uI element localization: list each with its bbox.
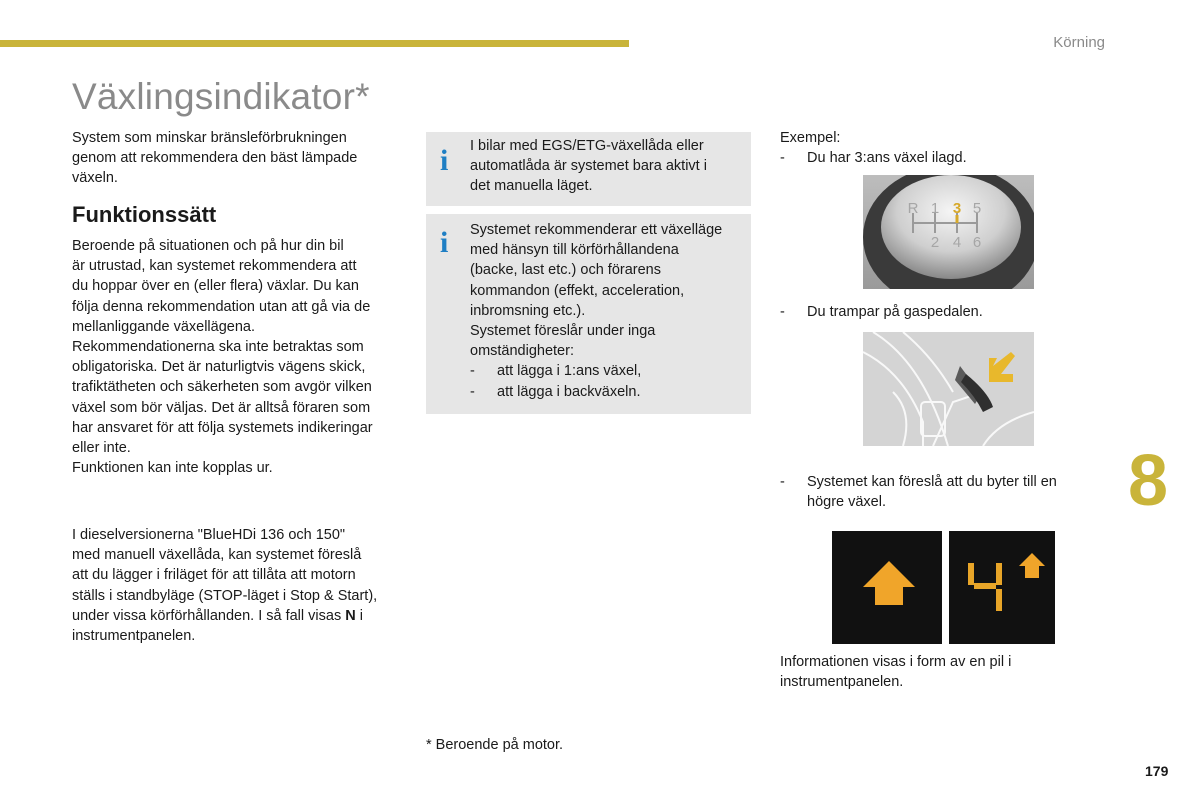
chapter-number: 8: [1128, 441, 1169, 521]
gear-label-3-highlighted: 3: [952, 200, 962, 217]
info-box-text: [470, 220, 722, 402]
intro-line: växeln.: [72, 170, 118, 187]
diesel-line: att du lägger i friläget för att tillåta att motorn: [72, 567, 356, 584]
intro-line: System som minskar bränsleförbrukningen: [72, 130, 347, 146]
body-line: Beroende på situationen och på hur din bil: [72, 238, 344, 254]
example-step-3: [780, 472, 1057, 512]
info-line: med hänsyn till körförhållandena: [470, 242, 679, 259]
gear-label-6: 6: [972, 234, 982, 251]
intro-paragraph: [72, 128, 357, 189]
diesel-line: instrumentpanelen.: [72, 628, 196, 645]
gear-label-4: 4: [952, 234, 962, 251]
info-line: automatlåda är systemet bara aktivt i: [470, 158, 707, 175]
list-item-text: Du trampar på gaspedalen.: [807, 304, 983, 320]
info-box-text: [470, 136, 707, 197]
gear-digit-panel: [949, 531, 1055, 644]
example-label: Exempel:: [780, 130, 841, 146]
info-line: kommandon (effekt, acceleration,: [470, 282, 685, 299]
caption-line: Informationen visas i form av en pil i: [780, 654, 1012, 670]
info-line: Systemet föreslår under inga: [470, 323, 656, 340]
diesel-line: ställs i standbyläge (STOP-läget i Stop & Start),: [72, 587, 378, 604]
info-icon: i: [440, 226, 449, 259]
body-line: följa denna rekommendation utan att gå via de: [72, 298, 371, 315]
body-paragraph: [72, 236, 373, 478]
example-intro: [780, 128, 967, 168]
body-line: har ansvaret för att följa systemets indikeringar: [72, 419, 373, 436]
info-box: [426, 132, 751, 206]
body-line: växel som bör väljas. Det är alltså föraren som: [72, 399, 371, 416]
header-accent-bar: [0, 40, 629, 47]
list-item: - Du har 3:ans växel ilagd.: [780, 148, 967, 168]
body-line: eller inte.: [72, 440, 131, 457]
dashboard-display-illustration: [832, 531, 1055, 644]
figure-caption: [780, 652, 1011, 692]
diesel-text-tail: i: [355, 607, 363, 624]
gear-label-r: R: [907, 200, 919, 217]
list-item: - Du trampar på gaspedalen.: [780, 302, 983, 322]
info-icon: i: [440, 144, 449, 177]
example-step-2: [780, 302, 983, 322]
accelerator-pedal-illustration: [863, 332, 1034, 446]
list-item-line: Systemet kan föreslå att du byter till en: [807, 474, 1057, 490]
section-subtitle: Funktionssätt: [72, 202, 217, 227]
info-line: inbromsning etc.).: [470, 302, 586, 319]
diesel-line: I dieselversionerna "BlueHDi 136 och 150": [72, 527, 346, 543]
gear-label-1: 1: [930, 200, 940, 217]
gear-label-5: 5: [972, 200, 982, 217]
list-item: - Systemet kan föreslå att du byter till en högre växel.: [780, 472, 1057, 512]
body-line: obligatoriska. Det är naturligtvis vägens skick,: [72, 359, 366, 376]
info-line: Systemet rekommenderar ett växelläge: [470, 222, 723, 238]
intro-line: genom att rekommendera den bäst lämpade: [72, 150, 358, 167]
info-line: omständigheter:: [470, 343, 574, 360]
diesel-text: under vissa körförhållanden. I så fall visas: [72, 607, 346, 624]
list-item-line: högre växel.: [807, 494, 886, 511]
list-item: - att lägga i 1:ans växel,: [470, 361, 722, 381]
body-line: Rekommendationerna ska inte betraktas som: [72, 339, 364, 356]
list-item-text: [807, 472, 1057, 512]
page-number: 179: [1145, 763, 1169, 779]
info-line: (backe, last etc.) och förarens: [470, 262, 661, 279]
info-box: [426, 214, 751, 414]
list-item-text: att lägga i 1:ans växel,: [497, 363, 642, 380]
info-line: det manuella läget.: [470, 178, 593, 195]
page-title: Växlingsindikator*: [72, 76, 370, 117]
caption-line: instrumentpanelen.: [780, 674, 904, 691]
gear-label-2: 2: [930, 234, 940, 251]
list-item-text: att lägga i backväxeln.: [497, 383, 641, 400]
diesel-paragraph: [72, 525, 377, 646]
footnote: * Beroende på motor.: [426, 737, 564, 753]
diesel-line-with-bold: [72, 606, 377, 626]
body-line: mellanliggande växellägena.: [72, 318, 255, 335]
gear-knob-illustration: [863, 175, 1034, 289]
body-line: Funktionen kan inte kopplas ur.: [72, 460, 273, 477]
list-item-text: Du har 3:ans växel ilagd.: [807, 150, 967, 167]
section-title: Körning: [1053, 34, 1105, 51]
body-line: trafiktätheten och säkerheten som avgör vilken: [72, 379, 372, 396]
neutral-symbol: N: [345, 607, 356, 624]
body-line: du hoppar över en (eller flera) växlar. Du kan: [72, 278, 359, 295]
body-line: är utrustad, kan systemet rekommendera att: [72, 258, 357, 275]
list-item: - att lägga i backväxeln.: [470, 382, 722, 402]
diesel-line: med manuell växellåda, kan systemet föreslå: [72, 547, 362, 564]
info-line: I bilar med EGS/ETG-växellåda eller: [470, 138, 704, 154]
